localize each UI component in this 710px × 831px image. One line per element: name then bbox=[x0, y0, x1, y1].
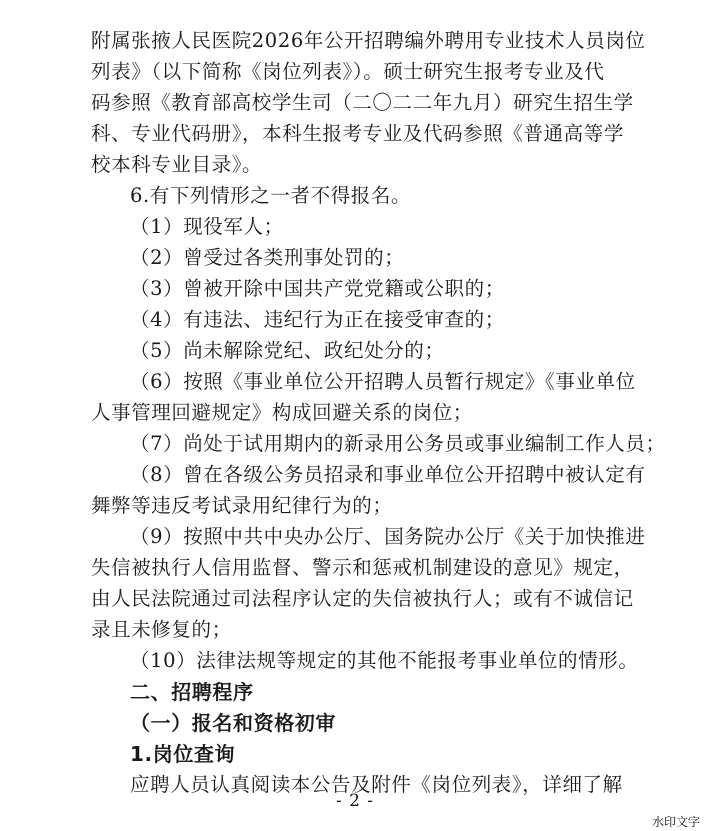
list-item: （8）曾在各级公务员招录和事业单位公开招聘中被认定有 bbox=[130, 463, 646, 486]
list-heading: 6.有下列情形之一者不得报名。 bbox=[130, 184, 412, 207]
body-text-line: 应聘人员认真阅读本公告及附件《岗位列表》，详细了解 bbox=[130, 773, 623, 796]
list-item: （4）有违法、违纪行为正在接受审查的； bbox=[130, 308, 505, 331]
page-number: - 2 - bbox=[335, 791, 375, 811]
body-text-line: 校本科专业目录》。 bbox=[91, 153, 263, 176]
list-item: （5）尚未解除党纪、政纪处分的； bbox=[130, 339, 445, 362]
body-text-line: 附属张掖人民医院2026年公开招聘编外聘用专业技术人员岗位 bbox=[91, 29, 646, 52]
watermark-text: 水印文字 bbox=[651, 815, 700, 829]
list-item-continuation: 由人民法院通过司法程序认定的失信被执行人；或有不诚信记 bbox=[91, 587, 634, 610]
subsubsection-heading: 1.岗位查询 bbox=[130, 742, 236, 766]
list-item: （1）现役军人； bbox=[130, 215, 284, 238]
body-text-line: 列表》（以下简称《岗位列表》）。硕士研究生报考专业及代 bbox=[91, 60, 605, 83]
list-item: （9）按照中共中央办公厅、国务院办公厅《关于加快推进 bbox=[130, 525, 646, 548]
list-item: （6）按照《事业单位公开招聘人员暂行规定》《事业单位 bbox=[130, 370, 636, 393]
list-item: （2）曾受过各类刑事处罚的； bbox=[130, 246, 405, 269]
list-item: （3）曾被开除中国共产党党籍或公职的； bbox=[130, 277, 505, 300]
body-text-line: 科、专业代码册》，本科生报考专业及代码参照《普通高等学 bbox=[91, 122, 624, 145]
list-item: （10）法律法规等规定的其他不能报考事业单位的情形。 bbox=[130, 649, 639, 672]
list-item-continuation: 人事管理回避规定》构成回避关系的岗位； bbox=[91, 401, 473, 424]
subsection-heading: （一）报名和资格初审 bbox=[130, 711, 336, 735]
body-text-line: 码参照《教育部高校学生司（二〇二二年九月）研究生招生学 bbox=[91, 91, 634, 114]
section-heading: 二、招聘程序 bbox=[130, 680, 254, 704]
list-item-continuation: 录且未修复的； bbox=[91, 618, 232, 641]
list-item-continuation: 失信被执行人信用监督、警示和惩戒机制建设的意见》规定， bbox=[91, 556, 634, 579]
list-item: （7）尚处于试用期内的新录用公务员或事业编制工作人员； bbox=[130, 432, 666, 455]
list-item-continuation: 舞弊等违反考试录用纪律行为的； bbox=[91, 494, 393, 517]
